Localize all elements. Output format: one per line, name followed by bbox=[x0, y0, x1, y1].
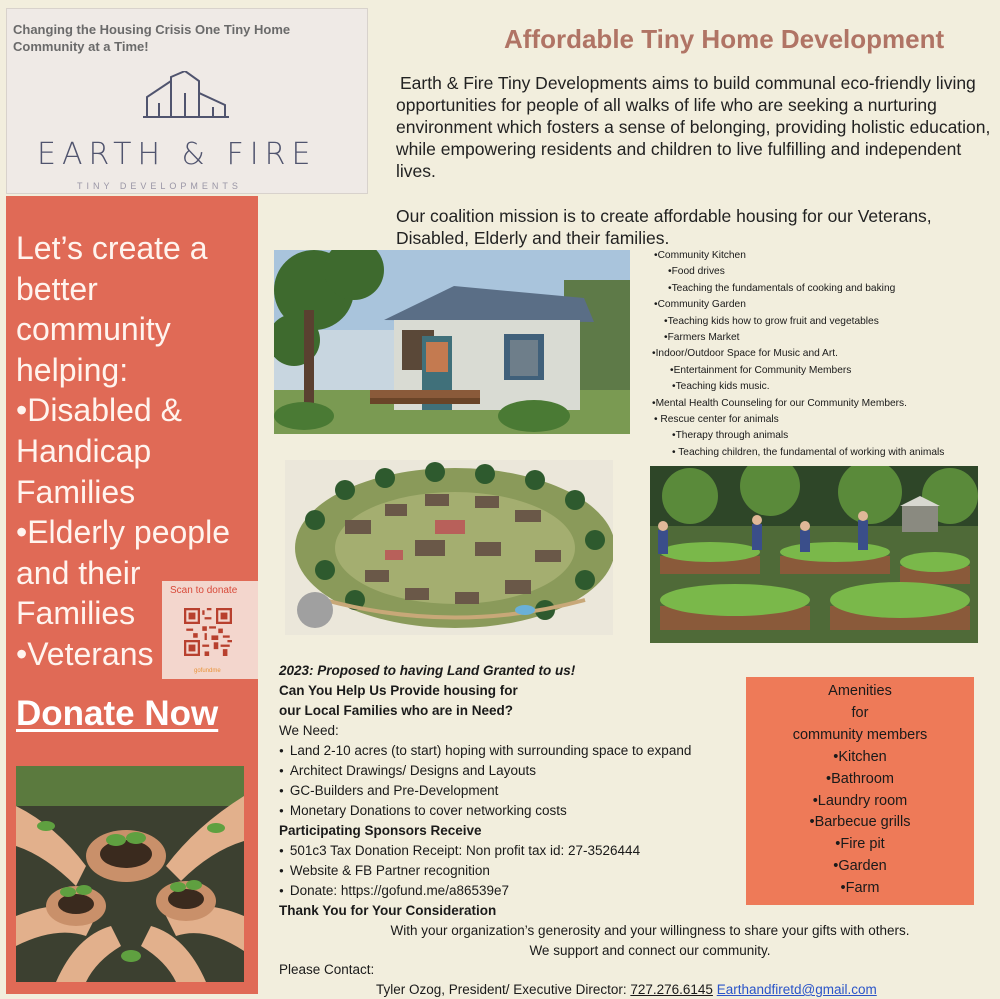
amenity-line: •Bathroom bbox=[826, 770, 894, 787]
amenity-line: •Kitchen bbox=[833, 748, 887, 765]
logo-tagline: Changing the Housing Crisis One Tiny Home Community at a Time! bbox=[13, 22, 291, 54]
thanks-heading: Thank You for Your Consideration bbox=[279, 903, 497, 918]
donate-now-link[interactable]: Donate Now bbox=[16, 694, 219, 733]
tiny-house-image bbox=[274, 250, 630, 434]
amenity-line: community members bbox=[792, 726, 928, 743]
program-item: •Indoor/Outdoor Space for Music and Art. bbox=[652, 348, 838, 360]
contact-line bbox=[376, 982, 877, 997]
left-line: •Disabled & bbox=[16, 392, 182, 429]
program-item: •Community Kitchen bbox=[654, 250, 746, 261]
left-line: Handicap bbox=[16, 432, 152, 469]
sponsor-item-donate-link[interactable]: ● Donate: https://gofund.me/a86539e7 bbox=[279, 881, 749, 901]
thanks-line-1: With your organization’s generosity and your willingness to share your gifts with others. bbox=[390, 923, 910, 938]
proposal-question-2: our Local Families who are in Need? bbox=[279, 703, 514, 718]
program-item: •Teaching kids how to grow fruit and vegetables bbox=[664, 315, 879, 327]
qr-label: Scan to donate bbox=[170, 585, 238, 596]
left-line: •Elderly people bbox=[16, 514, 230, 551]
mission-text: Our coalition mission is to create affordable housing for our Veterans, Disabled, Elderly and their families. bbox=[396, 206, 932, 248]
logo-name: EARTH & FIRE bbox=[37, 137, 317, 172]
left-line: Let’s create a bbox=[16, 230, 208, 266]
community-garden-image bbox=[650, 466, 978, 643]
sponsors-heading: Participating Sponsors Receive bbox=[279, 823, 482, 838]
thanks-message bbox=[300, 921, 1000, 961]
email-link[interactable]: Earthandfiretd@gmail.com bbox=[716, 982, 877, 997]
contact-label: Please Contact: bbox=[279, 962, 375, 977]
left-line: helping: bbox=[16, 351, 129, 388]
community-site-plan-image bbox=[285, 460, 613, 635]
phone-link[interactable]: 727.276.6145 bbox=[630, 982, 713, 997]
programs-list bbox=[652, 248, 1000, 461]
gofundme-logo: gofundme bbox=[194, 668, 221, 674]
need-item: ● Architect Drawings/ Designs and Layouts bbox=[279, 761, 749, 781]
program-item: •Farmers Market bbox=[664, 332, 740, 344]
amenity-line: •Garden bbox=[833, 858, 887, 875]
program-item: •Therapy through animals bbox=[672, 430, 789, 442]
program-item: •Teaching the fundamentals of cooking and baking bbox=[668, 282, 896, 294]
need-item: ● Land 2-10 acres (to start) hoping with surrounding space to expand bbox=[279, 741, 749, 761]
need-item: ● Monetary Donations to cover networking costs bbox=[279, 801, 749, 821]
left-line: better bbox=[16, 270, 98, 307]
sponsor-item: ● 501c3 Tax Donation Receipt: Non profit tax id: 27-3526444 bbox=[279, 841, 749, 861]
amenity-line: for bbox=[851, 704, 869, 721]
left-line: community bbox=[16, 311, 171, 348]
sponsor-item: ● Website & FB Partner recognition bbox=[279, 861, 749, 881]
logo-panel bbox=[6, 8, 368, 194]
page-title: Affordable Tiny Home Development bbox=[504, 24, 945, 54]
proposal-section bbox=[279, 661, 749, 921]
program-item: • Teaching children, the fundamental of working with animals bbox=[672, 446, 945, 458]
intro-paragraph bbox=[396, 72, 996, 182]
left-line: •Veterans bbox=[16, 635, 154, 672]
qr-donate-box[interactable] bbox=[162, 581, 258, 679]
amenities-box bbox=[746, 677, 974, 905]
left-line: and their bbox=[16, 554, 141, 591]
logo-subtitle: TINY DEVELOPMENTS bbox=[77, 181, 242, 191]
program-item: •Food drives bbox=[668, 266, 725, 278]
proposal-headline: 2023: Proposed to having Land Granted to us! bbox=[279, 663, 576, 678]
amenity-line: Amenities bbox=[828, 683, 892, 699]
need-item: ● GC-Builders and Pre-Development bbox=[279, 781, 749, 801]
qr-code-icon[interactable] bbox=[184, 608, 232, 656]
thanks-line-2: We support and connect our community. bbox=[529, 943, 771, 958]
we-need-label: We Need: bbox=[279, 723, 339, 738]
program-item: •Community Garden bbox=[654, 299, 746, 311]
amenity-line: •Fire pit bbox=[835, 836, 885, 853]
program-item: •Entertainment for Community Members bbox=[670, 364, 852, 376]
house-logo-icon bbox=[141, 71, 231, 121]
program-item: •Teaching kids music. bbox=[672, 381, 770, 393]
left-line: Families bbox=[16, 473, 136, 510]
amenity-line: •Laundry room bbox=[812, 792, 908, 809]
program-item: • Rescue center for animals bbox=[654, 414, 779, 426]
amenity-line: •Farm bbox=[840, 880, 880, 897]
proposal-question-1: Can You Help Us Provide housing for bbox=[279, 683, 518, 698]
contact-name: Tyler Ozog, President/ Executive Director: bbox=[376, 982, 627, 997]
left-line: Families bbox=[16, 595, 136, 632]
hands-holding-seedlings-image bbox=[16, 766, 244, 982]
program-item: •Mental Health Counseling for our Community Members. bbox=[652, 397, 907, 409]
mission-paragraph bbox=[396, 205, 996, 249]
intro-text: Earth & Fire Tiny Developments aims to build communal eco-friendly living opportunities for people of all walks of life who are seeking a nurturing environment which fosters a sense of belonging, providing holistic education, while empowering residents and children to live fulfilling and independent lives. bbox=[396, 73, 991, 181]
amenity-line: •Barbecue grills bbox=[809, 814, 911, 831]
